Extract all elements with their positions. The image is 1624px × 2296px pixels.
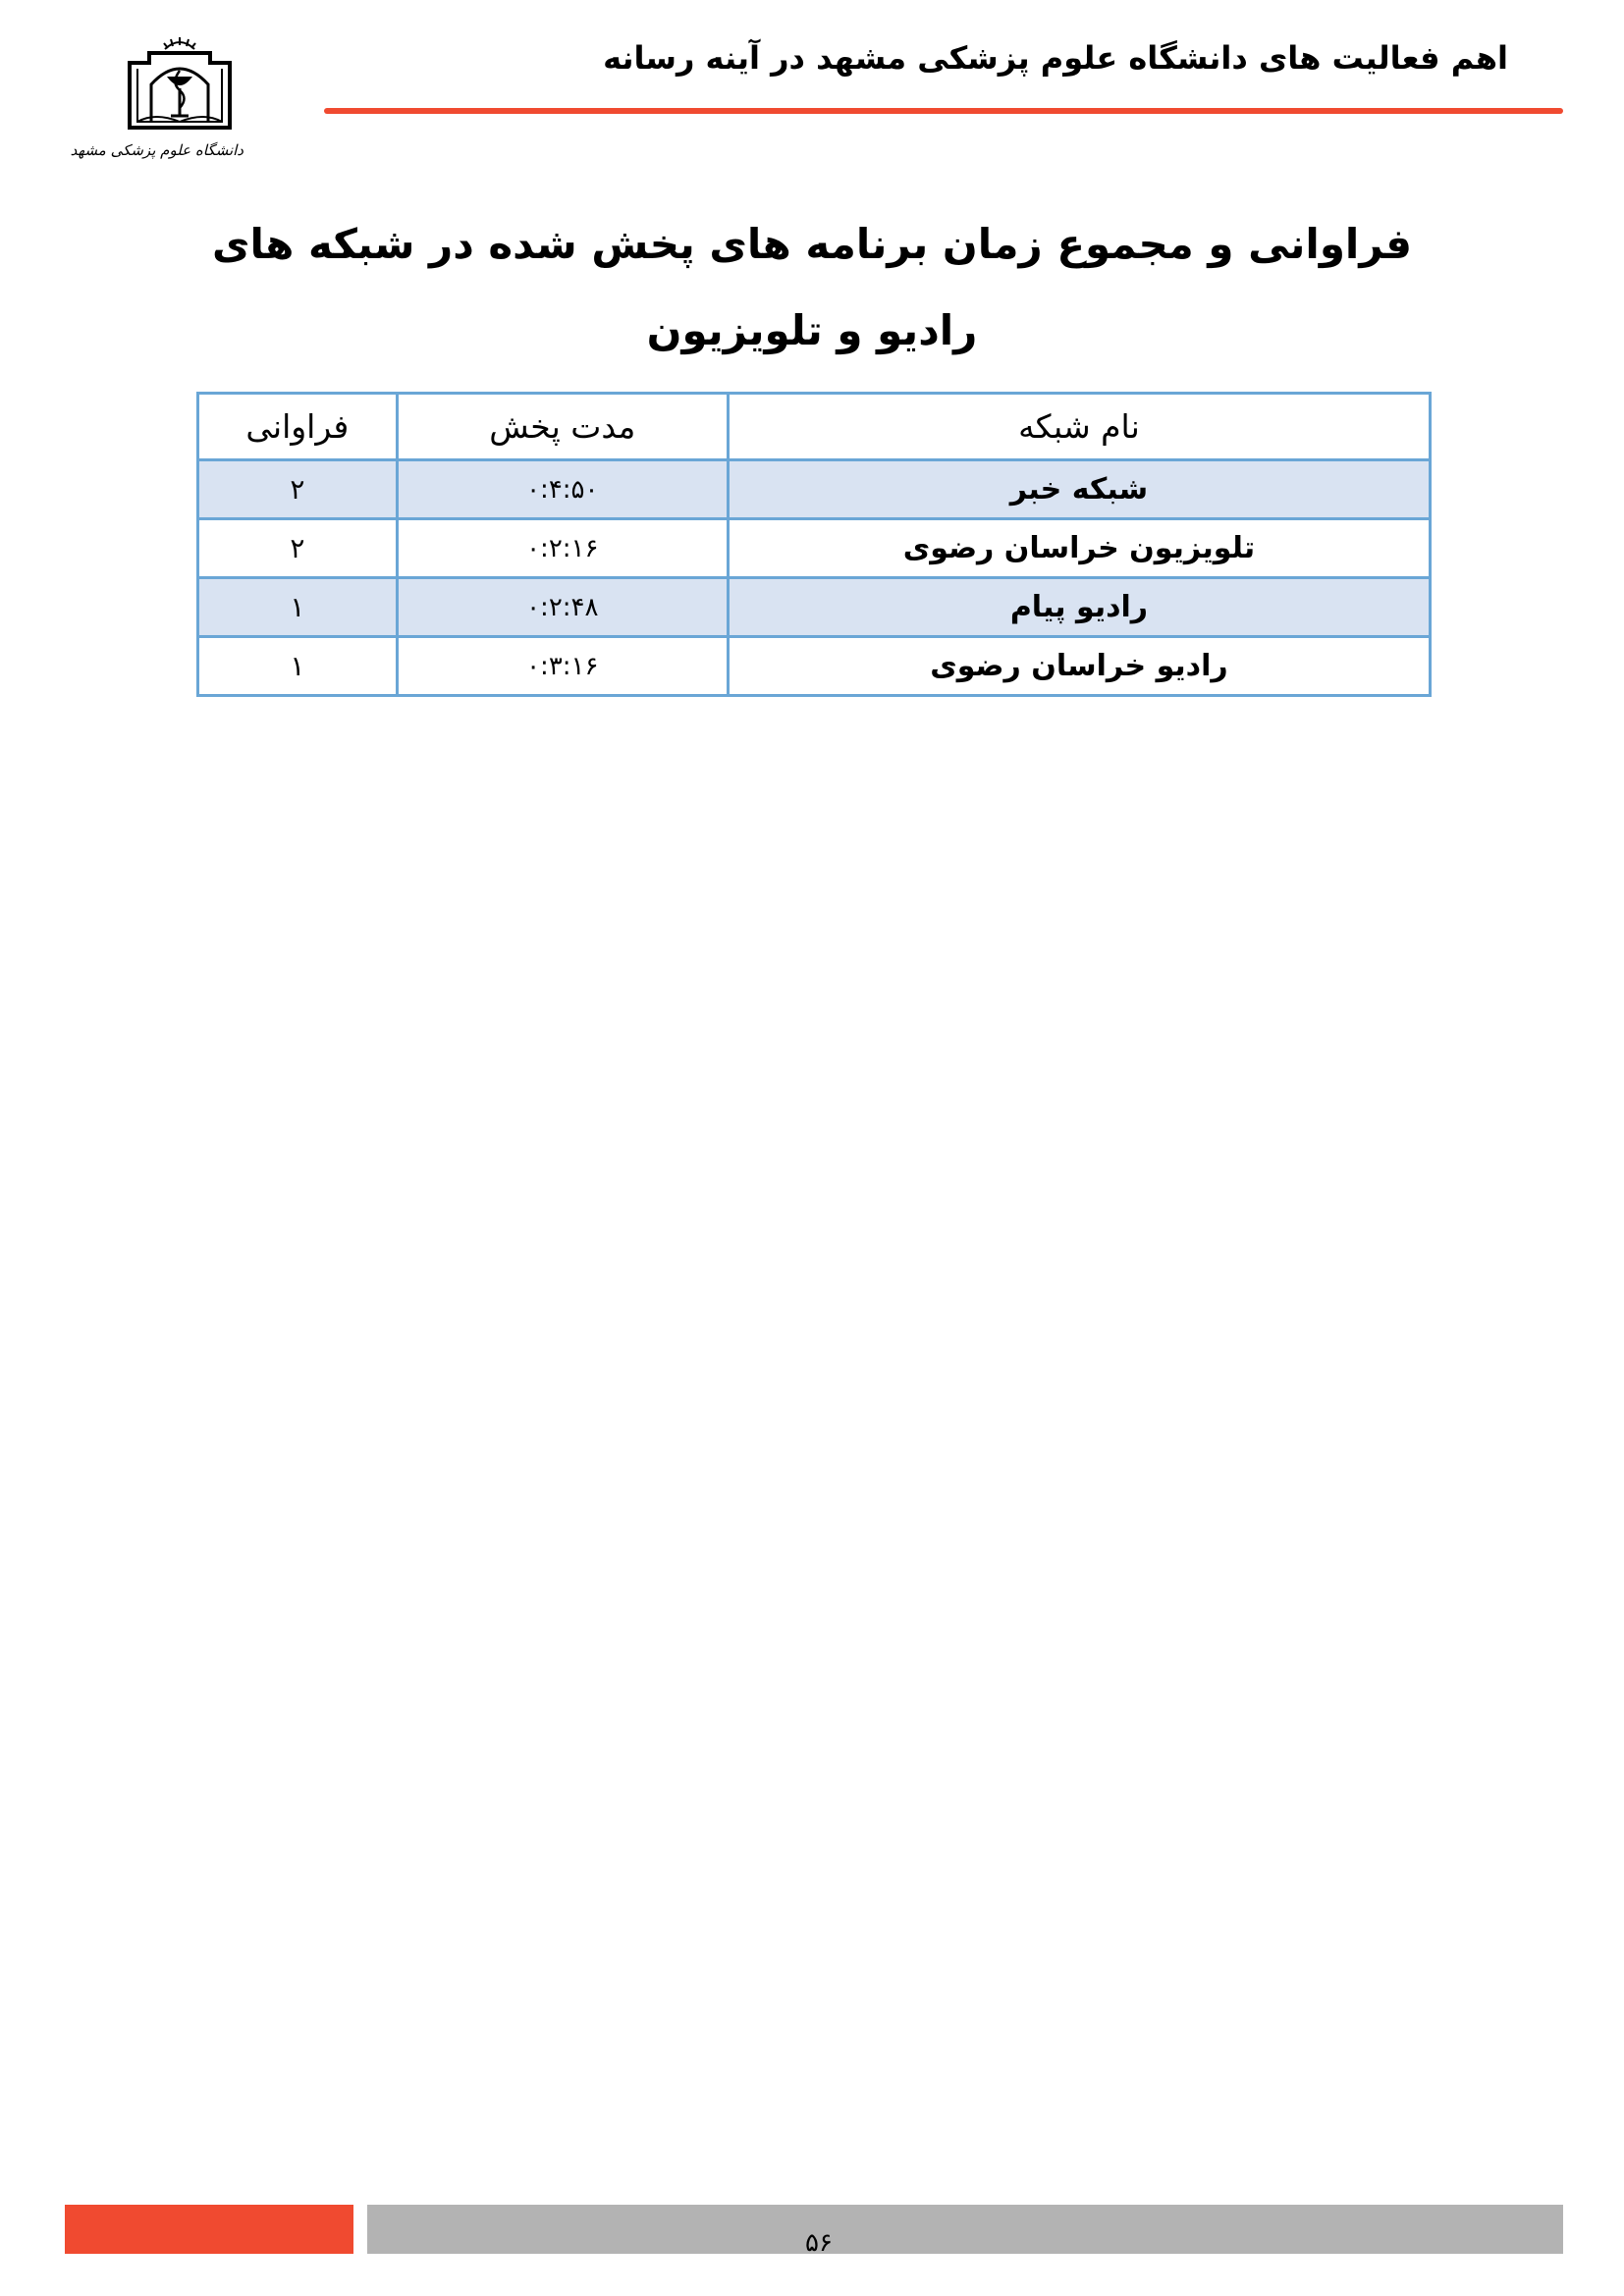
cell-duration: ۰:۲:۴۸ (397, 578, 728, 637)
cell-network: رادیو پیام (728, 578, 1430, 637)
cell-network: شبکه خبر (728, 460, 1430, 519)
cell-frequency: ۱ (198, 578, 398, 637)
document-title: فراوانی و مجموع زمان برنامه های پخش شده در شبکه های رادیو و تلویزیون (212, 220, 1412, 354)
footer-accent-bar (65, 2205, 353, 2254)
cell-network: تلویزیون خراسان رضوی (728, 519, 1430, 578)
broadcast-table (196, 392, 1432, 697)
university-logo (70, 33, 244, 165)
table-row (198, 578, 1431, 637)
header-frequency: فراوانی (198, 394, 398, 460)
university-emblem-icon (116, 33, 244, 143)
table-header-row (198, 394, 1431, 460)
header-divider (324, 108, 1563, 114)
table-row (198, 519, 1431, 578)
cell-frequency: ۲ (198, 460, 398, 519)
page-number: ۵۶ (805, 2228, 833, 2258)
table-row (198, 460, 1431, 519)
cell-duration: ۰:۳:۱۶ (397, 637, 728, 696)
cell-duration: ۰:۴:۵۰ (397, 460, 728, 519)
cell-duration: ۰:۲:۱۶ (397, 519, 728, 578)
header-duration: مدت پخش (397, 394, 728, 460)
broadcast-table-container (196, 392, 1432, 697)
header-network: نام شبکه (728, 394, 1430, 460)
cell-network: رادیو خراسان رضوی (728, 637, 1430, 696)
logo-caption: دانشگاه علوم پزشکی مشهد (70, 141, 244, 159)
table-row (198, 637, 1431, 696)
footer-bar (367, 2205, 1563, 2254)
cell-frequency: ۱ (198, 637, 398, 696)
header-title: اهم فعالیت های دانشگاه علوم پزشکی مشهد در آینه رسانه (603, 39, 1508, 77)
cell-frequency: ۲ (198, 519, 398, 578)
